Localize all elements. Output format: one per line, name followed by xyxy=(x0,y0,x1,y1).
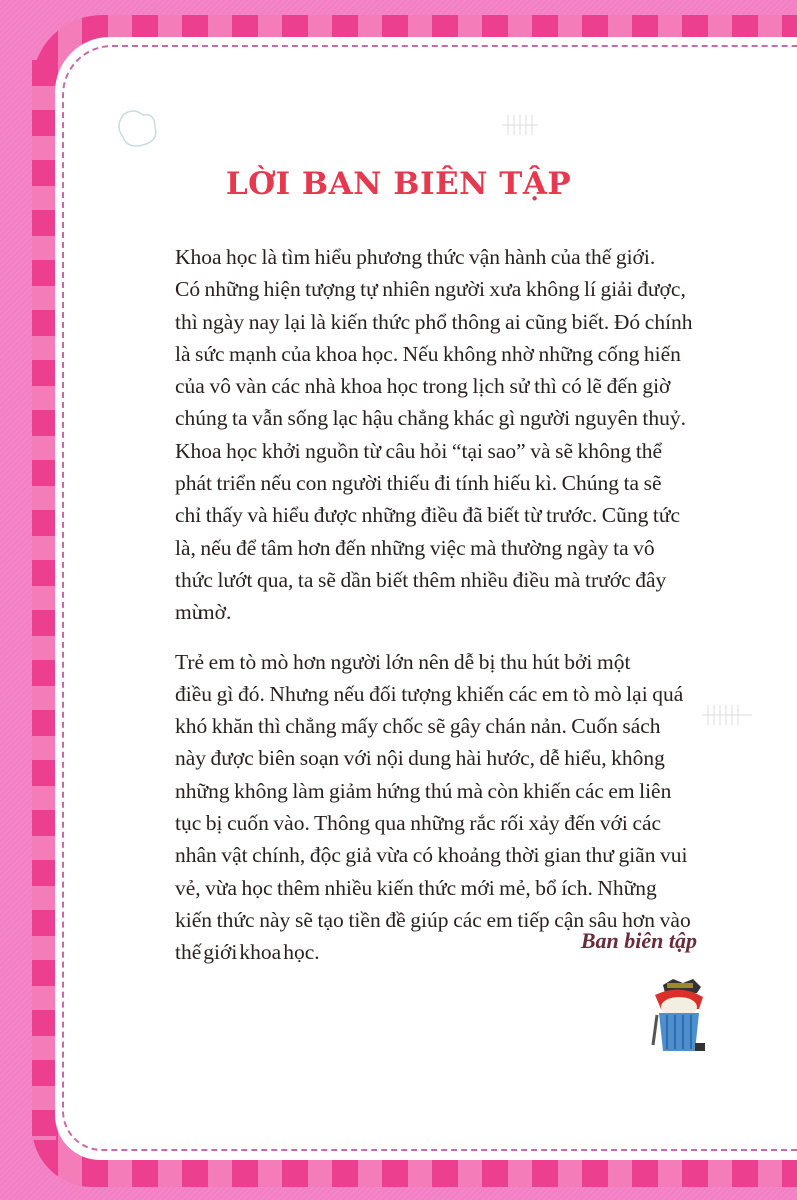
text-line: điều gì đó. Nhưng nếu đối tượng khiến các em tò mò lại quá xyxy=(175,681,684,706)
text-line: kiến thức này sẽ tạo tiền đề giúp các em tiếp cận sâu hơn vào xyxy=(175,907,691,932)
text-line: nhân vật chính, độc giả vừa có khoảng thời gian thư giãn vui xyxy=(175,843,688,868)
text-line: tục bị cuốn vào. Thông qua những rắc rối xảy đến với các xyxy=(175,811,662,836)
text-line: thì ngày nay lại là kiến thức phổ thông ai cũng biết. Đó chính xyxy=(175,309,693,334)
mascot-illustration xyxy=(645,975,715,1060)
paragraph xyxy=(175,241,765,629)
text-line: vẻ, vừa học thêm nhiều kiến thức mới mẻ, bổ ích. Những xyxy=(175,875,657,900)
text-line: là sức mạnh của khoa học. Nếu không nhờ những cống hiến xyxy=(175,341,681,366)
text-line: thức lướt qua, ta sẽ dần biết thêm nhiều điều mà trước đây xyxy=(175,567,667,592)
checkered-border-left xyxy=(32,60,56,1140)
text-line: khó khăn thì chẳng mấy chốc sẽ gây chán nản. Cuốn sách xyxy=(175,714,661,739)
text-line: Khoa học khởi nguồn từ câu hỏi “tại sao” và sẽ không thể xyxy=(175,438,663,463)
fishbone-doodle-icon xyxy=(500,110,540,140)
text-line: những không làm giảm hứng thú mà còn khiến các em liên xyxy=(175,778,672,803)
text-line: là, nếu để tâm hơn đến những việc mà thường ngày ta vô xyxy=(175,535,655,560)
page-title: LỜI BAN BIÊN TẬP xyxy=(225,166,572,202)
text-line: Có những hiện tượng tự nhiên người xưa không lí giải được, xyxy=(175,277,686,302)
text-line: này được biên soạn với nội dung hài hước, dễ hiểu, không xyxy=(175,746,665,771)
text-line: chỉ thấy và hiểu được những điều đã biết từ trước. Cũng tức xyxy=(175,503,681,528)
text-line: Trẻ em tò mò hơn người lớn nên dễ bị thu hút bởi một xyxy=(175,649,631,674)
text-line: của vô vàn các nhà khoa học trong lịch sử thì có lẽ đến giờ xyxy=(175,374,671,399)
text-line: phát triển nếu con người thiếu đi tính hiếu kì. Chúng ta sẽ xyxy=(175,471,662,496)
text-line: Khoa học là tìm hiểu phương thức vận hành của thế giới. xyxy=(175,245,656,269)
body-text xyxy=(175,241,765,986)
text-line: chúng ta vẫn sống lạc hậu chẳng khác gì người nguyên thuỷ. xyxy=(175,406,686,431)
doodle-icon xyxy=(115,105,165,155)
text-line: mù mờ. xyxy=(175,600,232,625)
text-line: thế giới khoa học. xyxy=(175,940,320,965)
signature: Ban biên tập xyxy=(580,928,697,953)
paragraph xyxy=(175,646,765,969)
